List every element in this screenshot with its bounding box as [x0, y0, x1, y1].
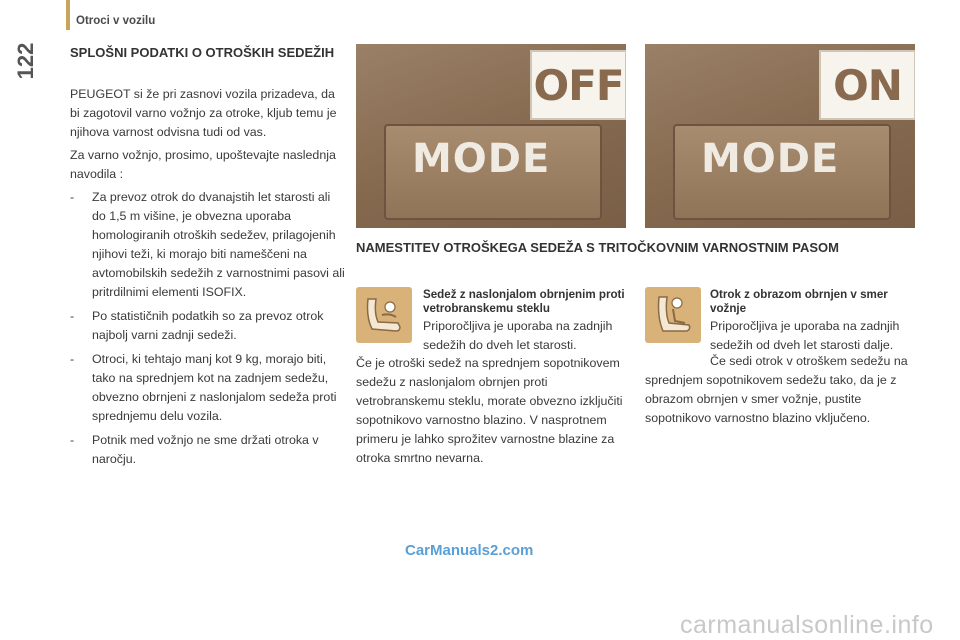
on-indicator: ON — [819, 50, 915, 120]
intro-paragraph: PEUGEOT si že pri zasnovi vozila prizadeva, da bi zagotovil varno vožnjo za otroke, kljub temu je njihova varnost odvisna tudi od vas. — [70, 87, 337, 139]
list-item: - Potnik med vožnjo ne sme držati otroka v naročju. — [70, 433, 319, 466]
off-indicator: OFF — [530, 50, 626, 120]
left-body — [70, 85, 345, 474]
guidelines-paragraph: Za varno vožnjo, prosimo, upoštevajte naslednja navodila : — [70, 148, 336, 181]
guidelines-list — [70, 188, 345, 469]
forward-facing-body: Če sedi otrok v otroškem sedežu na sprednjem sopotnikovem sedežu tako, da je z obrazom obrnjen v smer vožnje, pustite sopotnikovo varnostno blazino vključeno. — [645, 354, 908, 425]
watermark-carmanualsonline[interactable]: carmanualsonline.info — [680, 611, 934, 639]
rear-facing-title: Sedež z naslonjalom obrnjenim proti vetrobranskemu steklu — [423, 288, 625, 315]
airbag-on-photo — [645, 44, 915, 228]
page-number: 122 — [13, 42, 38, 80]
rear-facing-intro: Priporočljiva je uporaba na zadnjih sedežih do dveh let starosti. — [423, 319, 613, 352]
airbag-off-photo — [356, 44, 626, 228]
left-heading: SPLOŠNI PODATKI O OTROŠKIH SEDEŽIH — [70, 45, 335, 60]
section2-heading: NAMESTITEV OTROŠKEGA SEDEŽA S TRITOČKOVNIM VARNOSTNIM PASOM — [356, 240, 839, 255]
section-title: Otroci v vozilu — [76, 15, 156, 27]
mode-label: MODE — [701, 136, 840, 182]
watermark-carmanuals2[interactable]: CarManuals2.com — [405, 542, 534, 559]
header-accent-bar — [66, 0, 70, 30]
rear-facing-seat-icon — [356, 287, 412, 343]
rear-facing-body: Če je otroški sedež na sprednjem sopotnikovem sedežu z naslonjalom obrnjen proti vetrobranskemu steklu, morate obvezno izključiti sopotnikovo varnostno blazino. V nasprotnem primeru je lahko sprožitev varnostne blazine za otroka smrtno nevarna. — [356, 356, 623, 465]
mode-label: MODE — [412, 136, 551, 182]
forward-facing-title: Otrok z obrazom obrnjen v smer vožnje — [710, 288, 888, 315]
list-item: - Po statističnih podatkih so za prevoz otrok najbolj varni zadnji sedeži. — [70, 309, 324, 342]
list-item: - Otroci, ki tehtajo manj kot 9 kg, morajo biti, tako na sprednjem kot na zadnjem sedežu, obvezno obrnjeni z naslonjalom sedeža proti sprednjemu delu vozila. — [70, 352, 337, 423]
list-item: - Za prevoz otrok do dvanajstih let starosti ali do 1,5 m višine, je obvezna uporaba homologiranih otroških sedežev, prilagojenih njihovi teži, ki morajo biti nameščeni na avtomobilskih sedežih z varnostnimi pasovi ali pritrdilnimi elementi ISOFIX. — [70, 190, 345, 299]
forward-facing-intro: Priporočljiva je uporaba na zadnjih sedežih od dveh let starosti dalje. — [710, 319, 900, 352]
forward-facing-seat-icon — [645, 287, 701, 343]
